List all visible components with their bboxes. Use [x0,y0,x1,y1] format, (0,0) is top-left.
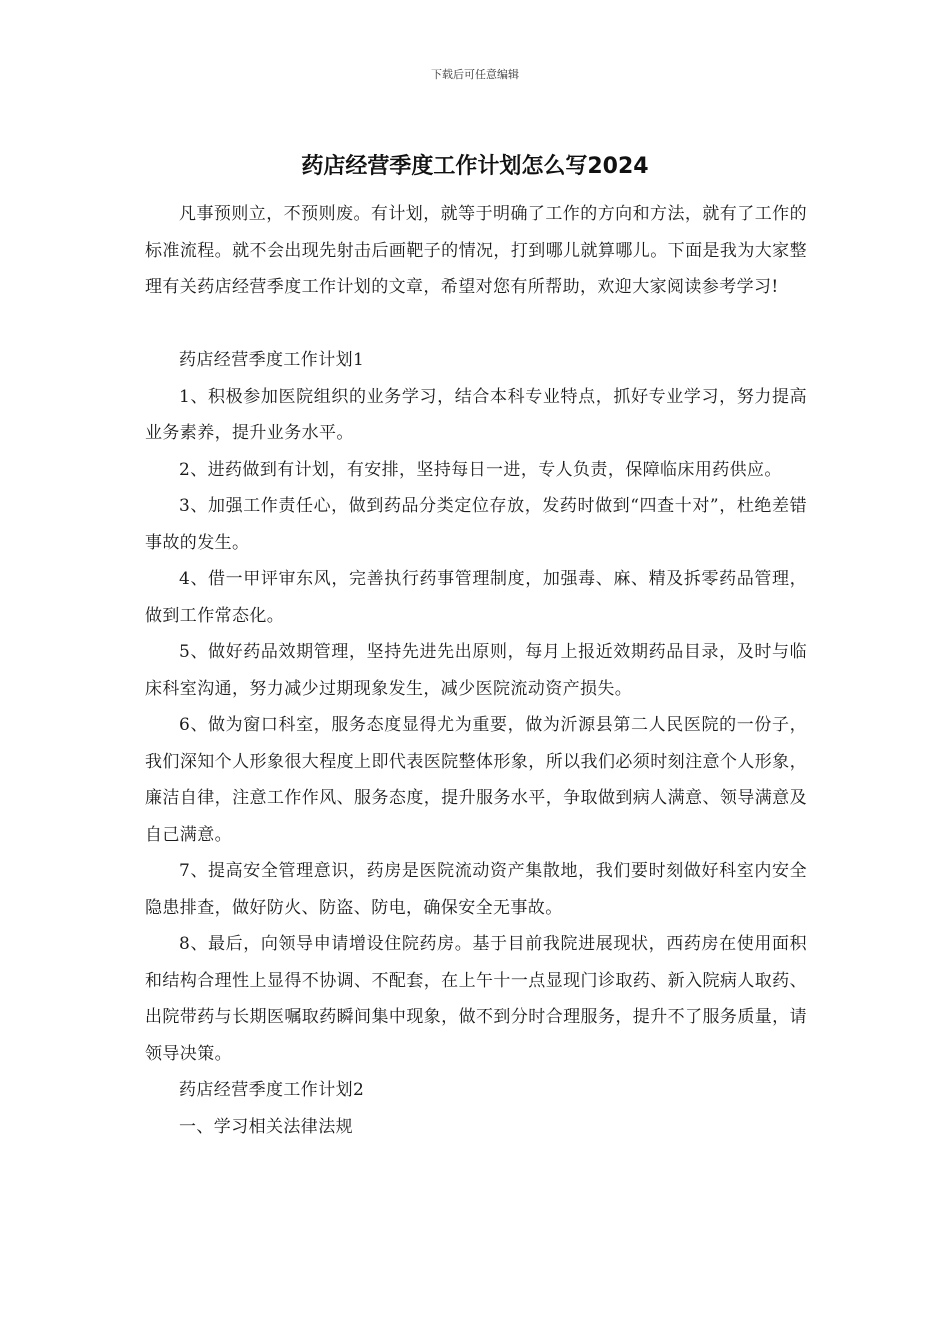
section-heading-plan-1: 药店经营季度工作计划1 [179,350,365,370]
intro-paragraph: 凡事预则立，不预则废。有计划，就等于明确了工作的方向和方法，就有了工作的标准流程。就不会出现先射击后画靶子的情况，打到哪儿就算哪儿。下面是我为大家整理有关药店经营季度工作计划的文章，希望对您有所帮助，欢迎大家阅读参考学习! [145,204,807,297]
document-body [145,196,807,1145]
header-note: 下载后可任意编辑 [431,68,519,81]
plan-item-8: 8、最后，向领导申请增设住院药房。基于目前我院进展现状，西药房在使用面积和结构合理性上显得不协调、不配套，在上午十一点显现门诊取药、新入院病人取药、出院带药与长期医嘱取药瞬间集中现象，做不到分时合理服务，提升不了服务质量，请领导决策。 [145,934,807,1064]
plan-item-3: 3、加强工作责任心，做到药品分类定位存放，发药时做到“四查十对”，杜绝差错事故的发生。 [145,496,807,553]
plan-item-7: 7、提高安全管理意识，药房是医院流动资产集散地，我们要时刻做好科室内安全隐患排查，做好防火、防盗、防电，确保安全无事故。 [145,861,807,918]
plan-item-5: 5、做好药品效期管理，坚持先进先出原则，每月上报近效期药品目录，及时与临床科室沟通，努力减少过期现象发生，减少医院流动资产损失。 [145,642,807,699]
plan-item-2: 2、进药做到有计划，有安排，坚持每日一进，专人负责，保障临床用药供应。 [179,459,782,480]
section-heading-plan-2: 药店经营季度工作计划2 [179,1080,365,1100]
plan-item-4: 4、借一甲评审东风，完善执行药事管理制度，加强毒、麻、精及拆零药品管理，做到工作常态化。 [145,569,807,626]
subsection-heading: 一、学习相关法律法规 [179,1116,353,1137]
plan-item-1: 1、积极参加医院组织的业务学习，结合本科专业特点，抓好专业学习，努力提高业务素养，提升业务水平。 [145,386,807,443]
document-title: 药店经营季度工作计划怎么写2024 [301,154,649,179]
plan-item-6: 6、做为窗口科室，服务态度显得尤为重要，做为沂源县第二人民医院的一份子，我们深知个人形象很大程度上即代表医院整体形象，所以我们必须时刻注意个人形象，廉洁自律，注意工作作风、服务态度，提升服务水平，争取做到病人满意、领导满意及自己满意。 [145,715,807,845]
